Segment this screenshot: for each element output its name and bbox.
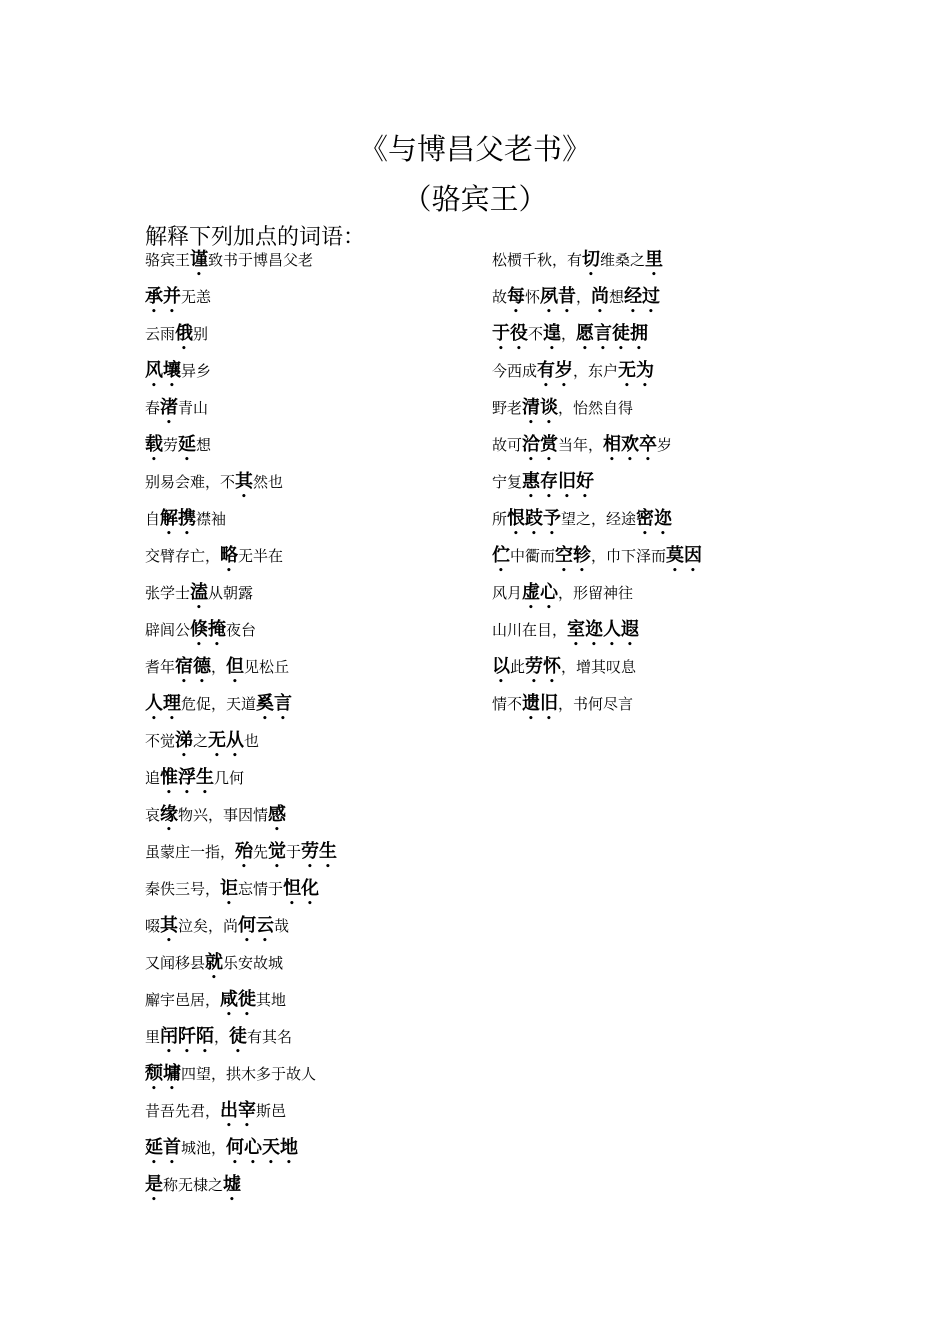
text-line [145, 542, 337, 579]
plain-text: 想 [196, 436, 212, 454]
text-line [492, 394, 702, 431]
plain-text: 辟闾公 [145, 621, 191, 639]
text-line [145, 838, 337, 875]
plain-text: 此 [510, 658, 526, 676]
plain-text: ，巾下泽而 [591, 547, 667, 565]
dotted-term: 空轸 [555, 545, 592, 566]
plain-text: 异乡 [181, 362, 212, 380]
plain-text: 夜台 [226, 621, 257, 639]
dotted-term: 出宰 [220, 1100, 257, 1121]
dotted-term: 颓墉 [145, 1063, 181, 1084]
dotted-term: 墟 [223, 1174, 242, 1195]
exercise-instruction: 解释下列加点的词语： [145, 225, 366, 250]
text-line [492, 690, 702, 727]
text-line [145, 764, 337, 801]
text-line [145, 653, 337, 690]
dotted-term: 谨 [190, 249, 209, 270]
dotted-term: 里 [645, 249, 664, 270]
dotted-term: 相欢卒 [603, 434, 658, 455]
plain-text: 忘情于 [238, 880, 284, 898]
plain-text: 襟袖 [196, 510, 227, 528]
plain-text: 故 [492, 288, 508, 306]
dotted-term: 闬阡陌 [160, 1026, 215, 1047]
plain-text: 斯邑 [256, 1102, 287, 1120]
plain-text: ，怡然自得 [558, 399, 634, 417]
text-line [145, 875, 337, 912]
plain-text: 哉 [274, 917, 290, 935]
dotted-term: 人理 [145, 693, 181, 714]
plain-text: 别易会难，不 [145, 473, 236, 491]
plain-text: ， [576, 288, 592, 306]
text-line [145, 505, 337, 542]
text-line [492, 468, 702, 505]
plain-text: 风月 [492, 584, 523, 602]
dotted-term: 愿言徒拥 [576, 323, 649, 344]
plain-text: 怀 [525, 288, 541, 306]
plain-text: ，增其叹息 [561, 658, 637, 676]
plain-text: 骆宾王 [145, 251, 191, 269]
plain-text: 青山 [178, 399, 209, 417]
text-line [145, 394, 337, 431]
dotted-term: 徒 [229, 1026, 248, 1047]
plain-text: 物兴，事因情 [178, 806, 269, 824]
plain-text: 见松丘 [244, 658, 290, 676]
dotted-term: 俄 [175, 323, 194, 344]
plain-text: 城池， [181, 1139, 227, 1157]
dotted-term: 其 [160, 915, 179, 936]
dotted-term: 何云 [238, 915, 275, 936]
plain-text: 张学士 [145, 584, 191, 602]
dotted-term: 切 [582, 249, 601, 270]
dotted-term: 宿德 [175, 656, 212, 677]
dotted-term: 渚 [160, 397, 179, 418]
text-line [145, 986, 337, 1023]
dotted-term: 延首 [145, 1137, 181, 1158]
dotted-term: 尚 [591, 286, 610, 307]
text-line [492, 542, 702, 579]
text-line [492, 246, 702, 283]
plain-text: 春 [145, 399, 161, 417]
text-line [145, 431, 337, 468]
dotted-term: 无从 [208, 730, 245, 751]
plain-text: 情不 [492, 695, 523, 713]
plain-text: 称无棣之 [163, 1176, 224, 1194]
dotted-term: 讵 [220, 878, 239, 899]
plain-text: 乐安故城 [223, 954, 284, 972]
plain-text: 啜 [145, 917, 161, 935]
dotted-term: 载 [145, 434, 163, 455]
dotted-term: 殆 [235, 841, 254, 862]
dotted-term: 洽赏 [522, 434, 559, 455]
text-line [145, 912, 337, 949]
dotted-term: 以 [492, 656, 510, 677]
dotted-term: 解携 [160, 508, 197, 529]
dotted-term: 惠存旧好 [522, 471, 595, 492]
plain-text: 危促，天道 [181, 695, 257, 713]
dotted-term: 恨跂予 [507, 508, 562, 529]
plain-text: 望之，经途 [561, 510, 637, 528]
text-line [145, 579, 337, 616]
plain-text: 中衢而 [510, 547, 556, 565]
plain-text: 从朝露 [208, 584, 254, 602]
plain-text: 耆年 [145, 658, 176, 676]
plain-text: 廨宇邑居， [145, 991, 221, 1009]
plain-text: 不 [528, 325, 544, 343]
dotted-term: 有岁 [537, 360, 574, 381]
plain-text: 云雨 [145, 325, 176, 343]
dotted-term: 略 [220, 545, 239, 566]
plain-text: 劳 [163, 436, 179, 454]
dotted-term: 是 [145, 1174, 163, 1195]
plain-text: 山川在目， [492, 621, 568, 639]
plain-text: ， [561, 325, 577, 343]
plain-text: 哀 [145, 806, 161, 824]
plain-text: 故可 [492, 436, 523, 454]
dotted-term: 溘 [190, 582, 209, 603]
plain-text: 野老 [492, 399, 523, 417]
plain-text: 今西成 [492, 362, 538, 380]
plain-text: 又闻移县 [145, 954, 206, 972]
plain-text: 昔吾先君， [145, 1102, 221, 1120]
dotted-term: 怛化 [283, 878, 320, 899]
plain-text: ，书何尽言 [558, 695, 634, 713]
text-line [145, 1134, 337, 1171]
plain-text: 别 [193, 325, 209, 343]
text-line [145, 1060, 337, 1097]
plain-text: ， [211, 658, 227, 676]
plain-text: 也 [244, 732, 260, 750]
dotted-term: 每 [507, 286, 526, 307]
text-line [145, 1171, 337, 1208]
dotted-term: 密迩 [636, 508, 673, 529]
plain-text: 泣矣，尚 [178, 917, 239, 935]
text-line [145, 616, 337, 653]
plain-text: 追 [145, 769, 161, 787]
plain-text: 其地 [256, 991, 287, 1009]
plain-text: 有其名 [247, 1028, 293, 1046]
dotted-term: 觉 [268, 841, 287, 862]
dotted-term: 惟浮生 [160, 767, 215, 788]
dotted-term: 感 [268, 804, 287, 825]
dotted-term: 遑 [543, 323, 562, 344]
plain-text: 致书于博昌父老 [208, 251, 314, 269]
plain-text: 几何 [214, 769, 245, 787]
dotted-term: 奚言 [256, 693, 293, 714]
text-line [145, 690, 337, 727]
dotted-term: 延 [178, 434, 197, 455]
plain-text: 然也 [253, 473, 284, 491]
plain-text: 不觉 [145, 732, 176, 750]
text-line [145, 246, 337, 283]
text-line [492, 505, 702, 542]
plain-text: 之 [193, 732, 209, 750]
plain-text: 无恙 [181, 288, 212, 306]
plain-text: 先 [253, 843, 269, 861]
dotted-term: 于役 [492, 323, 528, 344]
plain-text: 里 [145, 1028, 161, 1046]
text-line [492, 431, 702, 468]
plain-text: 虽蒙庄一指， [145, 843, 236, 861]
dotted-term: 咸徙 [220, 989, 257, 1010]
text-line [145, 468, 337, 505]
text-line [492, 653, 702, 690]
dotted-term: 夙昔 [540, 286, 577, 307]
dotted-term: 清谈 [522, 397, 559, 418]
document-author: （骆宾王） [402, 182, 548, 216]
plain-text: 交臂存亡， [145, 547, 221, 565]
left-column [145, 246, 337, 1208]
text-line [145, 727, 337, 764]
dotted-term: 伫 [492, 545, 510, 566]
plain-text: 于 [286, 843, 302, 861]
text-line [492, 357, 702, 394]
dotted-term: 虚心 [522, 582, 559, 603]
text-line [492, 579, 702, 616]
plain-text: 松槚千秋，有 [492, 251, 583, 269]
dotted-term: 涕 [175, 730, 194, 751]
plain-text: 想 [609, 288, 625, 306]
dotted-term: 经过 [624, 286, 661, 307]
plain-text: 宁复 [492, 473, 523, 491]
dotted-term: 遗旧 [522, 693, 559, 714]
plain-text: ，形留神往 [558, 584, 634, 602]
text-line [145, 283, 337, 320]
text-line [492, 616, 702, 653]
right-column [492, 246, 702, 727]
document-title: 《与博昌父老书》 [358, 132, 591, 166]
plain-text: 秦佚三号， [145, 880, 221, 898]
dotted-term: 何心天地 [226, 1137, 299, 1158]
dotted-term: 莫因 [666, 545, 703, 566]
text-line [492, 320, 702, 357]
plain-text: 岁 [657, 436, 673, 454]
dotted-term: 就 [205, 952, 224, 973]
dotted-term: 其 [235, 471, 254, 492]
plain-text: 维桑之 [600, 251, 646, 269]
plain-text: ， [214, 1028, 230, 1046]
text-line [145, 320, 337, 357]
text-line [145, 357, 337, 394]
dotted-term: 风壤 [145, 360, 181, 381]
dotted-term: 倏掩 [190, 619, 227, 640]
dotted-term: 劳生 [301, 841, 338, 862]
text-line [492, 283, 702, 320]
plain-text: 四望，拱木多于故人 [181, 1065, 317, 1083]
text-line [145, 949, 337, 986]
dotted-term: 但 [226, 656, 245, 677]
dotted-term: 室迩人遐 [567, 619, 640, 640]
plain-text: 自 [145, 510, 161, 528]
text-line [145, 801, 337, 838]
dotted-term: 无为 [618, 360, 655, 381]
text-line [145, 1097, 337, 1134]
plain-text: ，东户 [573, 362, 619, 380]
text-line [145, 1023, 337, 1060]
dotted-term: 缘 [160, 804, 179, 825]
dotted-term: 承并 [145, 286, 181, 307]
plain-text: 无半在 [238, 547, 284, 565]
plain-text: 当年， [558, 436, 604, 454]
dotted-term: 劳怀 [525, 656, 562, 677]
plain-text: 所 [492, 510, 508, 528]
